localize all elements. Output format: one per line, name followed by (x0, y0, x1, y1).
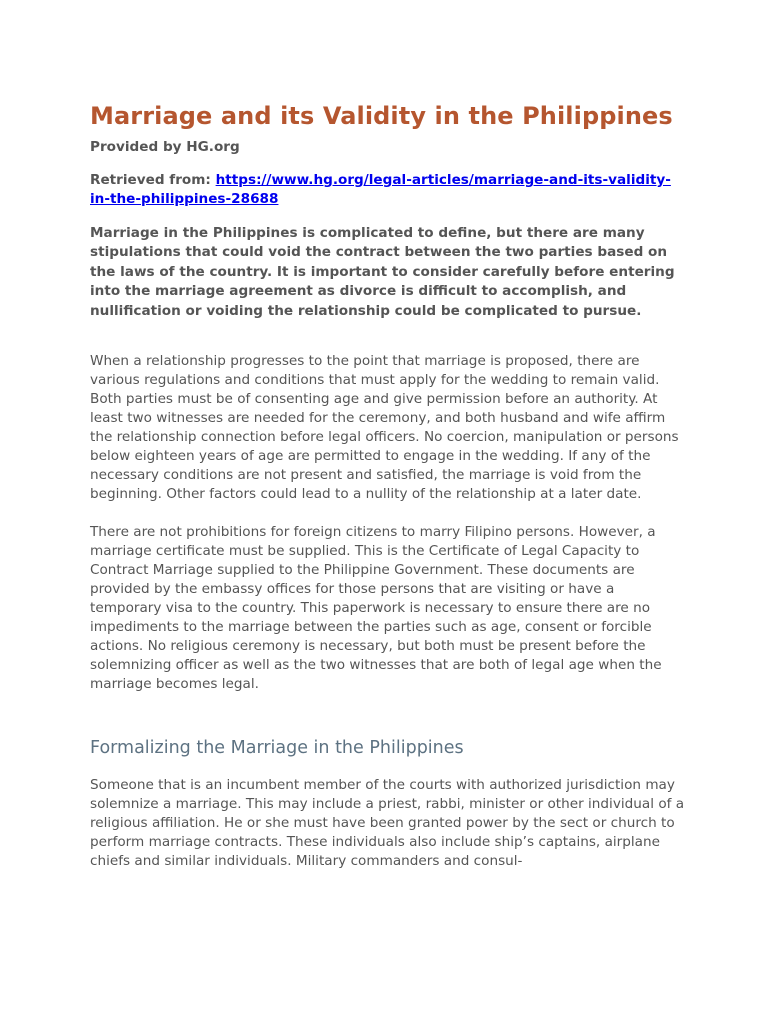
body-paragraph: When a relationship progresses to the point that marriage is proposed, there are various regulations and conditions that must apply for the wedding to remain valid. Both parties must be of consenting age and give permission before an authority. At least two witnesses are needed for the ceremony, and both husband and wife affirm the relationship connection before legal officers. No coercion, manipulation or persons below eighteen years of age are permitted to engage in the wedding. If any of the necessary conditions are not present and satisfied, the marriage is void from the beginning. Other factors could lead to a nullity of the relationship at a later date. (90, 353, 679, 503)
document-title: Marriage and its Validity in the Philippines (90, 102, 673, 130)
provided-by: Provided by HG.org (90, 139, 240, 155)
retrieved-from (90, 171, 685, 209)
source-link[interactable]: https://www.hg.org/legal-articles/marriage-and-its-validity-in-the-philippines-28688 (90, 172, 671, 207)
retrieved-label: Retrieved from: (90, 172, 211, 188)
section-heading: Formalizing the Marriage in the Philippines (90, 738, 464, 759)
intro-paragraph: Marriage in the Philippines is complicated to define, but there are many stipulations that could void the contract between the two parties based on the laws of the country. It is important to consider carefully before entering into the marriage agreement as divorce is difficult to accomplish, and nullification or voiding the relationship could be complicated to pursue. (90, 225, 675, 319)
section-paragraph: Someone that is an incumbent member of the courts with authorized jurisdiction may solemnize a marriage. This may include a priest, rabbi, minister or other individual of a religious affiliation. He or she must have been granted power by the sect or church to perform marriage contracts. These individuals also include ship’s captains, airplane chiefs and similar individuals. Military commanders and consul- (90, 777, 685, 870)
document-page (90, 100, 685, 871)
body-paragraph: There are not prohibitions for foreign citizens to marry Filipino persons. However, a marriage certificate must be supplied. This is the Certificate of Legal Capacity to Contract Marriage supplied to the Philippine Government. These documents are provided by the embassy offices for those persons that are visiting or have a temporary visa to the country. This paperwork is necessary to ensure there are no impediments to the marriage between the parties such as age, consent or forcible actions. No religious ceremony is necessary, but both must be present before the solemnizing officer as well as the two witnesses that are both of legal age when the marriage becomes legal. (90, 524, 662, 693)
